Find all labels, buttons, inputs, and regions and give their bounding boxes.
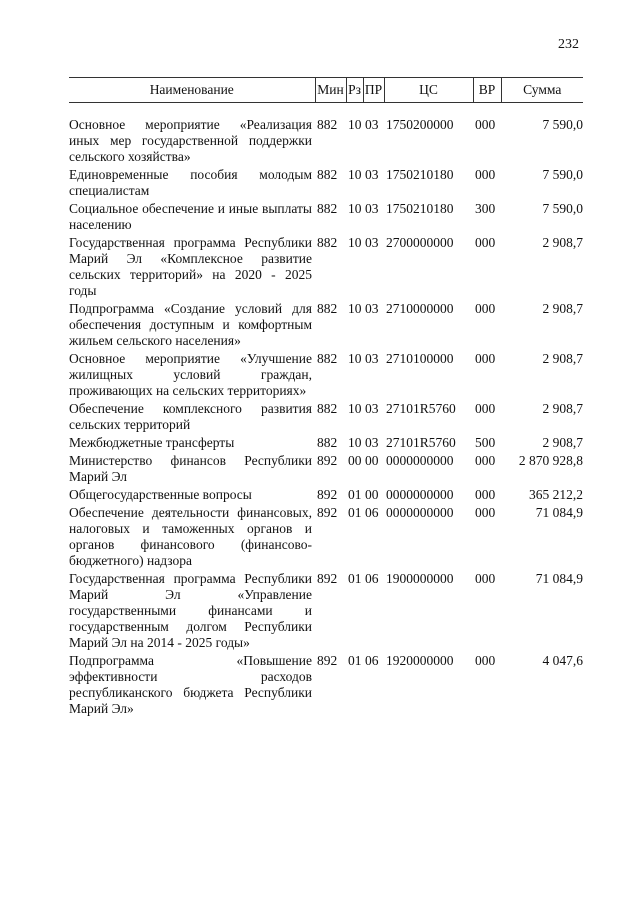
row-sum: 71 084,9 <box>535 505 583 520</box>
row-min: 882 <box>317 301 338 316</box>
row-vr: 000 <box>475 653 496 668</box>
row-cs: 1750200000 <box>386 117 454 132</box>
row-pr: 03 <box>365 401 379 416</box>
header-spacer <box>69 103 583 118</box>
table-row <box>69 571 583 653</box>
table-row <box>69 453 583 487</box>
row-cs: 1750210180 <box>386 167 454 182</box>
row-min: 882 <box>317 117 338 132</box>
header-rz: Рз <box>346 78 363 103</box>
row-min: 892 <box>317 487 338 502</box>
row-min: 892 <box>317 453 338 468</box>
row-rz: 10 <box>348 201 362 216</box>
row-pr: 06 <box>365 653 379 668</box>
row-min: 882 <box>317 351 338 366</box>
row-vr: 000 <box>475 301 496 316</box>
row-vr: 000 <box>475 453 496 468</box>
row-rz: 10 <box>348 235 362 250</box>
row-sum: 2 908,7 <box>542 351 583 366</box>
row-cs: 27101R5760 <box>386 435 456 450</box>
row-min: 892 <box>317 571 338 586</box>
row-min: 892 <box>317 653 338 668</box>
row-vr: 000 <box>475 487 496 502</box>
row-cs: 2710000000 <box>386 301 454 316</box>
table-row <box>69 505 583 571</box>
row-name: Социальное обеспечение и иные выплаты населению <box>69 201 312 232</box>
row-sum: 365 212,2 <box>529 487 583 502</box>
table-row <box>69 401 583 435</box>
row-rz: 10 <box>348 435 362 450</box>
row-pr: 03 <box>365 301 379 316</box>
row-vr: 500 <box>475 435 496 450</box>
row-cs: 1920000000 <box>386 653 454 668</box>
table-row <box>69 201 583 235</box>
row-sum: 7 590,0 <box>542 201 583 216</box>
header-name: Наименование <box>69 78 315 103</box>
row-min: 882 <box>317 435 338 450</box>
row-min: 882 <box>317 235 338 250</box>
row-vr: 000 <box>475 571 496 586</box>
row-name: Межбюджетные трансферты <box>69 435 235 450</box>
row-pr: 03 <box>365 167 379 182</box>
row-name: Основное мероприятие «Реализация иных мер государственной поддержки сельского хозяйства» <box>69 117 312 164</box>
header-pr: ПР <box>363 78 384 103</box>
row-rz: 01 <box>348 653 362 668</box>
row-name: Подпрограмма «Создание условий для обеспечения доступным и комфортным жильем сельского населения» <box>69 301 312 348</box>
row-cs: 1750210180 <box>386 201 454 216</box>
row-vr: 000 <box>475 505 496 520</box>
row-cs: 0000000000 <box>386 487 454 502</box>
row-name: Основное мероприятие «Улучшение жилищных условий граждан, проживающих на сельских территориях» <box>69 351 312 398</box>
table-row <box>69 351 583 401</box>
row-vr: 000 <box>475 235 496 250</box>
row-sum: 2 908,7 <box>542 235 583 250</box>
table-row <box>69 487 583 505</box>
row-pr: 03 <box>365 201 379 216</box>
row-rz: 10 <box>348 351 362 366</box>
table-row <box>69 301 583 351</box>
row-name: Общегосударственные вопросы <box>69 487 252 502</box>
row-pr: 06 <box>365 505 379 520</box>
table-row <box>69 117 583 167</box>
row-min: 882 <box>317 401 338 416</box>
row-rz: 00 <box>348 453 362 468</box>
row-sum: 7 590,0 <box>542 167 583 182</box>
row-min: 882 <box>317 201 338 216</box>
row-pr: 00 <box>365 487 379 502</box>
row-sum: 7 590,0 <box>542 117 583 132</box>
row-name: Министерство финансов Республики Марий Эл <box>69 453 312 484</box>
row-sum: 71 084,9 <box>535 571 583 586</box>
row-rz: 10 <box>348 401 362 416</box>
header-min: Мин <box>315 78 346 103</box>
row-min: 892 <box>317 505 338 520</box>
header-cs: ЦС <box>384 78 473 103</box>
row-rz: 10 <box>348 301 362 316</box>
row-name: Единовременные пособия молодым специалистам <box>69 167 312 198</box>
table-row <box>69 235 583 301</box>
row-pr: 06 <box>365 571 379 586</box>
row-cs: 0000000000 <box>386 453 454 468</box>
row-rz: 10 <box>348 167 362 182</box>
budget-table <box>69 77 583 719</box>
header-sum: Сумма <box>501 78 583 103</box>
row-rz: 01 <box>348 505 362 520</box>
row-vr: 000 <box>475 117 496 132</box>
row-pr: 00 <box>365 453 379 468</box>
row-name: Подпрограмма «Повышение эффективности расходов республиканского бюджета Республики Марий Эл» <box>69 653 312 716</box>
row-name: Обеспечение деятельности финансовых, налоговых и таможенных органов и органов финансового (финансово-бюджетного) надзора <box>69 505 312 568</box>
row-rz: 01 <box>348 571 362 586</box>
row-sum: 2 870 928,8 <box>518 453 583 468</box>
row-cs: 2710100000 <box>386 351 454 366</box>
table-header-row <box>69 78 583 103</box>
row-rz: 01 <box>348 487 362 502</box>
row-cs: 2700000000 <box>386 235 454 250</box>
row-pr: 03 <box>365 117 379 132</box>
row-name: Государственная программа Республики Марий Эл «Комплексное развитие сельских территорий» на 2020 - 2025 годы <box>69 235 312 298</box>
row-name: Государственная программа Республики Марий Эл «Управление государственными финансами и государственным долгом Республики Марий Эл на 2014 - 2025 годы» <box>69 571 312 650</box>
row-sum: 4 047,6 <box>542 653 583 668</box>
row-name: Обеспечение комплексного развития сельских территорий <box>69 401 312 432</box>
row-vr: 300 <box>475 201 496 216</box>
row-vr: 000 <box>475 401 496 416</box>
row-pr: 03 <box>365 435 379 450</box>
row-cs: 1900000000 <box>386 571 454 586</box>
table-row <box>69 653 583 719</box>
table-row <box>69 167 583 201</box>
row-vr: 000 <box>475 351 496 366</box>
row-min: 882 <box>317 167 338 182</box>
page-number: 232 <box>558 37 579 52</box>
header-vr: ВР <box>473 78 501 103</box>
row-vr: 000 <box>475 167 496 182</box>
row-cs: 0000000000 <box>386 505 454 520</box>
row-rz: 10 <box>348 117 362 132</box>
table-row <box>69 435 583 453</box>
row-sum: 2 908,7 <box>542 301 583 316</box>
row-sum: 2 908,7 <box>542 401 583 416</box>
row-cs: 27101R5760 <box>386 401 456 416</box>
row-pr: 03 <box>365 351 379 366</box>
row-pr: 03 <box>365 235 379 250</box>
row-sum: 2 908,7 <box>542 435 583 450</box>
